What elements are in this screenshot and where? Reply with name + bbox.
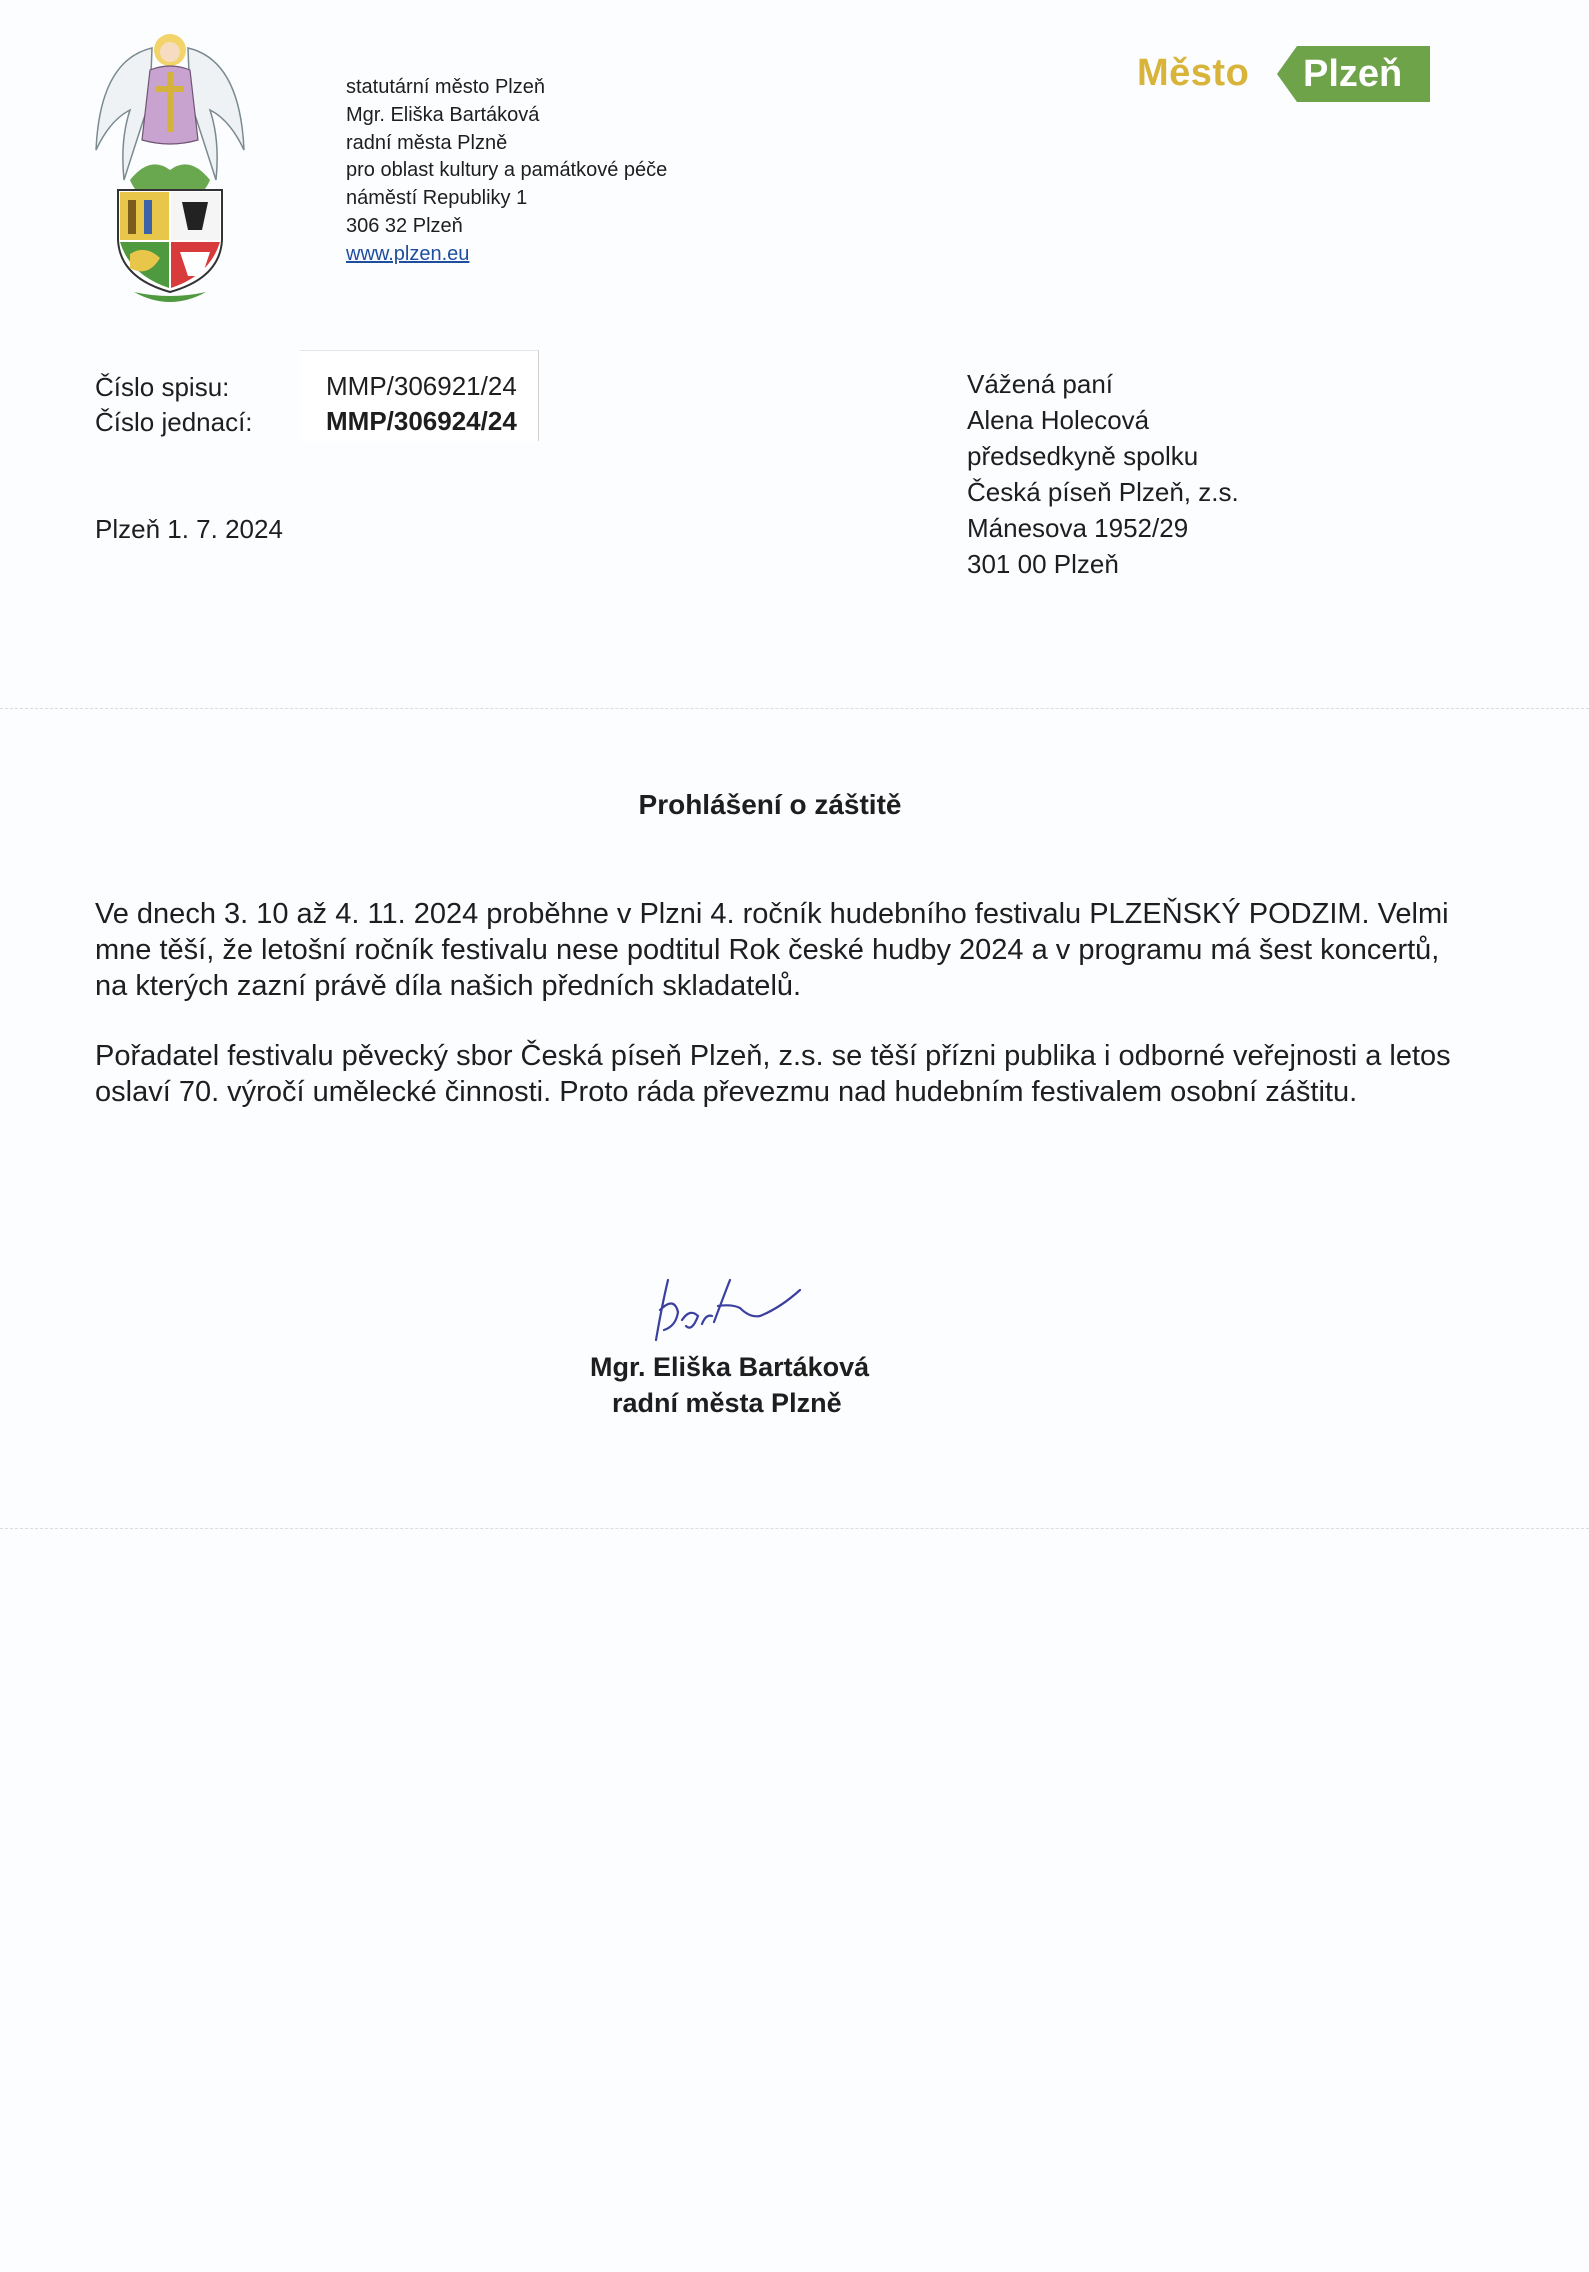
reference-number-value: MMP/306924/24 [326,406,517,436]
sender-line: náměstí Republiky 1 [346,187,528,210]
logo-word-mesto: Město [1137,52,1250,94]
fold-line [0,708,1589,709]
logo-word-plzen: Plzeň [1303,53,1403,95]
recipient-line: předsedkyně spolku [967,441,1199,471]
sender-line: pro oblast kultury a památkové péče [346,159,668,182]
body-paragraph: Pořadatel festivalu pěvecký sbor Česká píseň Plzeň, z.s. se těší přízni publika i odborné veřejnosti a letos oslaví 70. výročí umělecké činnosti. Proto ráda převezmu nad hudebním festivalem osobní záštitu. [95,1040,1451,1108]
recipient-line: Alena Holecová [967,405,1150,435]
document-title: Prohlášení o záštitě [638,789,902,820]
fold-line [0,1528,1589,1529]
signature-block [590,1349,869,1421]
recipient-line: 301 00 Plzeň [967,549,1119,579]
reference-stamp [300,350,539,441]
handwritten-signature-icon [640,1260,810,1350]
sender-line: statutární město Plzeň [346,76,545,98]
recipient-line: Vážená paní [967,369,1114,399]
body-paragraph: Ve dnech 3. 10 až 4. 11. 2024 proběhne v Plzni 4. ročník hudebního festivalu PLZEŇSKÝ PODZIM. Velmi mne těší, že letošní ročník festivalu nese podtitul Rok české hudby 2024 a v programu má šest koncertů, na kterých zazní právě díla našich předních skladatelů. [95,898,1449,1002]
signer-role: radní města Plzně [612,1388,842,1418]
coat-of-arms-icon [90,30,250,305]
mesto-plzen-logo [1135,46,1435,102]
file-number-label: Číslo spisu: [95,372,230,402]
letter-date: Plzeň 1. 7. 2024 [95,514,283,544]
sender-line: 306 32 Plzeň [346,214,463,237]
recipient-address [967,366,1239,582]
recipient-line: Česká píseň Plzeň, z.s. [967,477,1239,507]
signer-name: Mgr. Eliška Bartáková [590,1352,870,1382]
letter-body [95,896,1455,1144]
sender-address [346,74,667,269]
sender-line: radní města Plzně [346,131,508,154]
recipient-line: Mánesova 1952/29 [967,513,1189,543]
reference-number-label: Číslo jednací: [95,407,253,437]
logo-tag [1277,46,1430,102]
sender-line: Mgr. Eliška Bartáková [346,103,540,126]
file-number-value: MMP/306921/24 [326,371,517,401]
website-link[interactable]: www.plzen.eu [346,242,470,265]
